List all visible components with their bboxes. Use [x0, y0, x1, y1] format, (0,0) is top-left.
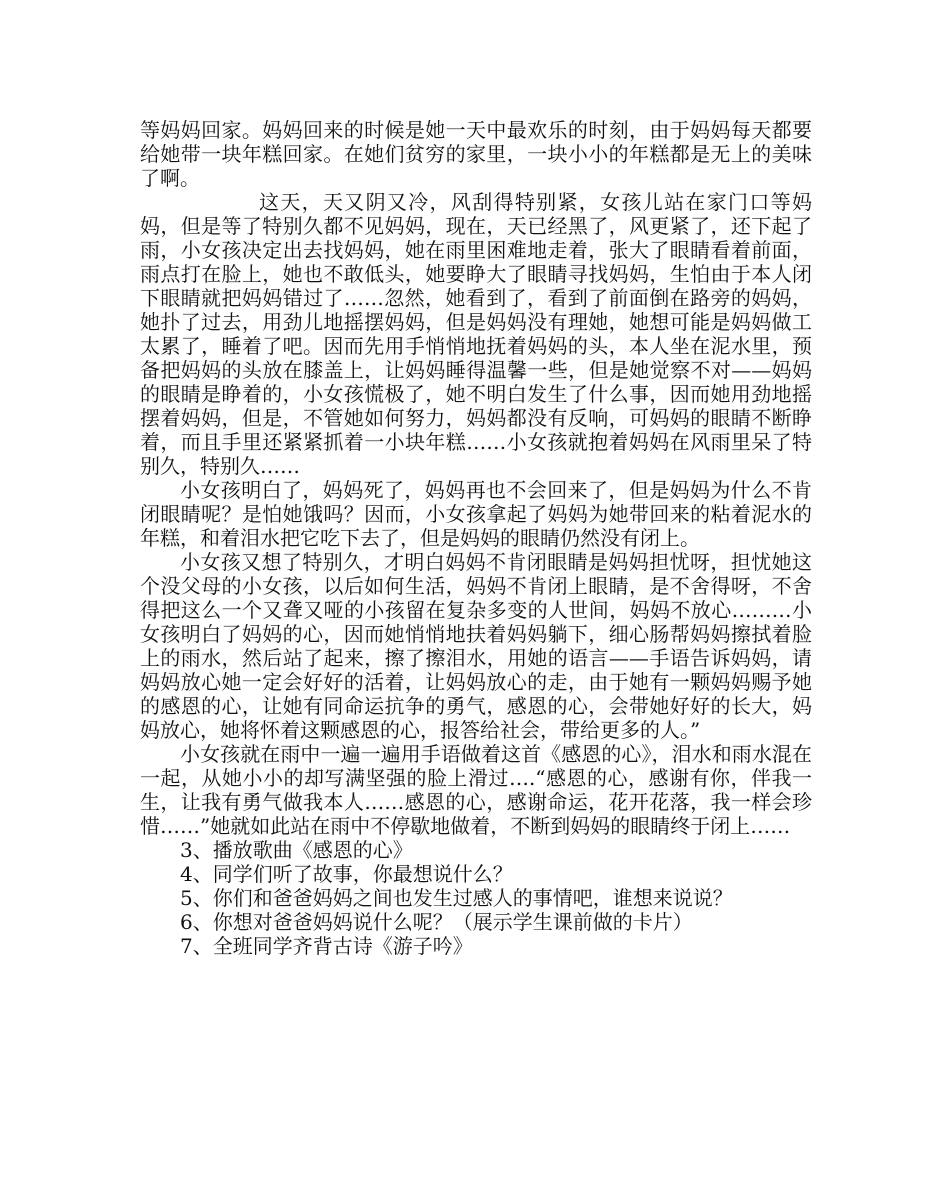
list-item-poem: 7、全班同学齐背古诗《游子吟》 [180, 934, 473, 958]
paragraph-intro: 等妈妈回家。妈妈回来的时候是她一天中最欢乐的时刻，由于妈妈每天都要给她带一块年糕回家。在她们贫穷的家里，一块小小的年糕都是无上的美味了啊。 [140, 118, 812, 190]
paragraph-story: 这天，天又阴又冷，风刮得特别紧，女孩儿站在家门口等妈妈，但是等了特别久都不见妈妈，现在，天已经黑了，风更紧了，还下起了雨，小女孩决定出去找妈妈，她在雨里困难地走着，张大了眼睛看着前面，雨点打在脸上，她也不敢低头，她要睁大了眼睛寻找妈妈，生怕由于本人闭下眼睛就把妈妈错过了……忽然，她看到了，看到了前面倒在路旁的妈妈，她扑了过去，用劲儿地摇摆妈妈，但是妈妈没有理她，她想可能是妈妈做工太累了，睡着了吧。因而先用手悄悄地抚着妈妈的头，本人坐在泥水里，预备把妈妈的头放在膝盖上，让妈妈睡得温馨一些，但是她觉察不对——妈妈的眼睛是睁着的，小女孩慌极了，她不明白发生了什么事，因而她用劲地摇摆着妈妈，但是，不管她如何努力，妈妈都没有反响，可妈妈的眼睛不断睁着，而且手里还紧紧抓着一小块年糕……小女孩就抱着妈妈在风雨里呆了特别久，特别久…… [140, 190, 812, 478]
list-item-card: 6、你想对爸爸妈妈说什么呢？（展示学生课前做的卡片） [180, 910, 693, 934]
paragraph-sign-language: 小女孩就在雨中一遍一遍用手语做着这首《感恩的心》，泪水和雨水混在一起，从她小小的却写满坚强的脸上滑过….“感恩的心，感谢有你，伴我一生，让我有勇气做我本人……感恩的心，感谢命运，花开花落，我一样会珍惜……”她就如此站在雨中不停歇地做着，不断到妈妈的眼睛终于闭上…… [140, 742, 812, 838]
list-item-song: 3、播放歌曲《感恩的心》 [180, 838, 413, 862]
paragraph-reflection: 小女孩又想了特别久，才明白妈妈不肯闭眼睛是妈妈担忧呀，担忧她这个没父母的小女孩，以后如何生活，妈妈不肯闭上眼睛，是不舍得呀，不舍得把这么一个又聋又哑的小孩留在复杂多变的人世间，妈妈不放心………小女孩明白了妈妈的心，因而她悄悄地扶着妈妈躺下，细心肠帮妈妈擦拭着脸上的雨水，然后站了起来，擦了擦泪水，用她的语言——手语告诉妈妈，请妈妈放心她一定会好好的活着，让妈妈放心的走，由于她有一颗妈妈赐予她的感恩的心，让她有同命运抗争的勇气，感恩的心，会带她好好的长大，妈妈放心，她将怀着这颗感恩的心，报答给社会，带给更多的人。” [140, 550, 812, 742]
list-item-question: 4、同学们听了故事，你最想说什么？ [180, 862, 513, 886]
paragraph-realization: 小女孩明白了，妈妈死了，妈妈再也不会回来了，但是妈妈为什么不肯闭眼睛呢？是怕她饿吗？因而，小女孩拿起了妈妈为她带回来的粘着泥水的年糕，和着泪水把它吃下去了，但是妈妈的眼睛仍然没有闭上。 [140, 478, 812, 550]
document-body [140, 118, 812, 958]
list-item-share: 5、你们和爸爸妈妈之间也发生过感人的事情吧，谁想来说说？ [180, 886, 733, 910]
